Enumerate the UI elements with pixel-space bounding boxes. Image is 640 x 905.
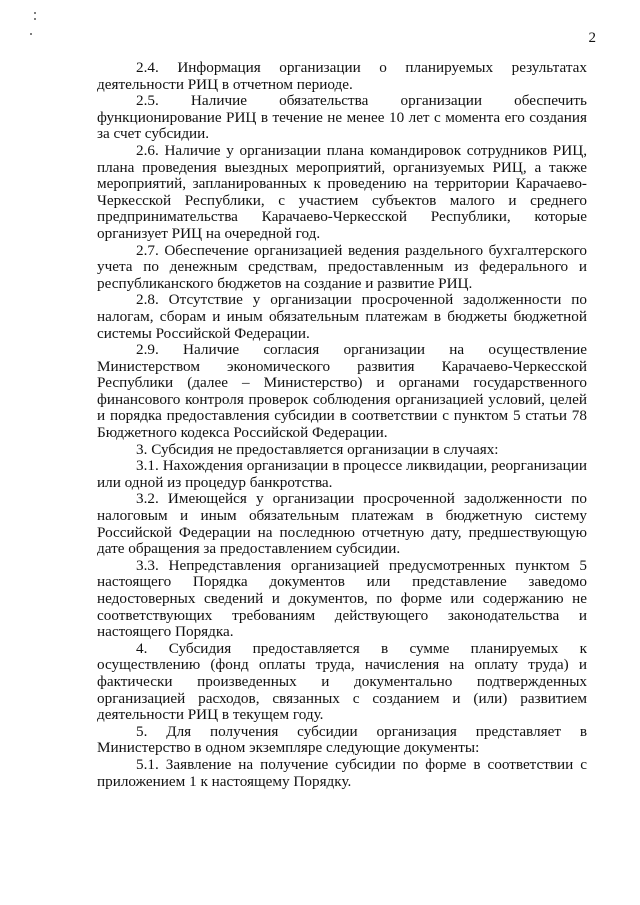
paragraph-3-3: 3.3. Непредставления организацией предусмотренных пунктом 5 настоящего Порядка документов или представление заведомо недостоверных сведений и документов, по форме или содержанию не соответствующих требованиям действующего законодательства и настоящего Порядка. (97, 556, 587, 641)
paragraph-2-5: 2.5. Наличие обязательства организации обеспечить функционирование РИЦ в течение не менее 10 лет с момента его создания за счет субсидии. (97, 92, 587, 143)
paragraph-5: 5. Для получения субсидии организация представляет в Министерство в одном экземпляре следующие документы: (97, 722, 587, 757)
paragraph-3: 3. Субсидия не предоставляется организации в случаях: (136, 440, 499, 458)
page-number: 2 (588, 30, 596, 46)
paragraph-2-4: 2.4. Информация организации о планируемых результатах деятельности РИЦ в отчетном периоде. (97, 59, 587, 93)
paragraph-5-1: 5.1. Заявление на получение субсидии по форме в соответствии с приложением 1 к настоящему Порядку. (97, 755, 587, 790)
scan-artifact (30, 33, 32, 35)
paragraph-2-9: 2.9. Наличие согласия организации на осуществление Министерством экономического развития Карачаево-Черкесской Республики (далее – Министерство) и органами государственного финансового контроля проверок соблюдения организацией условий, целей и порядка предоставления субсидии в соответствии с пунктом 5 статьи 78 Бюджетного кодекса Российской Федерации. (97, 341, 587, 442)
paragraph-3-1: 3.1. Нахождения организации в процессе ликвидации, реорганизации или одной из процедур банкротства. (97, 457, 587, 491)
paragraph-2-7: 2.7. Обеспечение организацией ведения раздельного бухгалтерского учета по денежным средствам, предоставленным из федерального и республиканского бюджетов на создание и развитие РИЦ. (97, 241, 587, 292)
document-body (97, 60, 587, 790)
paragraph-3-2: 3.2. Имеющейся у организации просроченной задолженности по налоговым и иным обязательным платежам в бюджетную систему Российской Федерации на последнюю отчетную дату, предшествующую дате обращения за предоставлением субсидии. (97, 490, 587, 558)
paragraph-2-6: 2.6. Наличие у организации плана командировок сотрудников РИЦ, плана проведения выездных мероприятий, организуемых РИЦ, а также мероприятий, запланированных к проведению на территории Карачаево-Черкесской Республики, с участием субъектов малого и среднего предпринимательства Карачаево-Черкесской Республики, которые организует РИЦ на очередной год. (97, 141, 587, 242)
scan-artifact (34, 12, 36, 14)
paragraph-2-8: 2.8. Отсутствие у организации просроченной задолженности по налогам, сборам и иным обязательным платежам в бюджеты бюджетной системы Российской Федерации. (97, 291, 587, 342)
paragraph-4: 4. Субсидия предоставляется в сумме планируемых к осуществлению (фонд оплаты труда, начисления на оплату труда) и фактически произведенных и документально подтвержденных организацией расходов, связанных с созданием и (или) развитием деятельности РИЦ в текущем году. (97, 639, 587, 724)
scan-artifact (34, 18, 36, 20)
